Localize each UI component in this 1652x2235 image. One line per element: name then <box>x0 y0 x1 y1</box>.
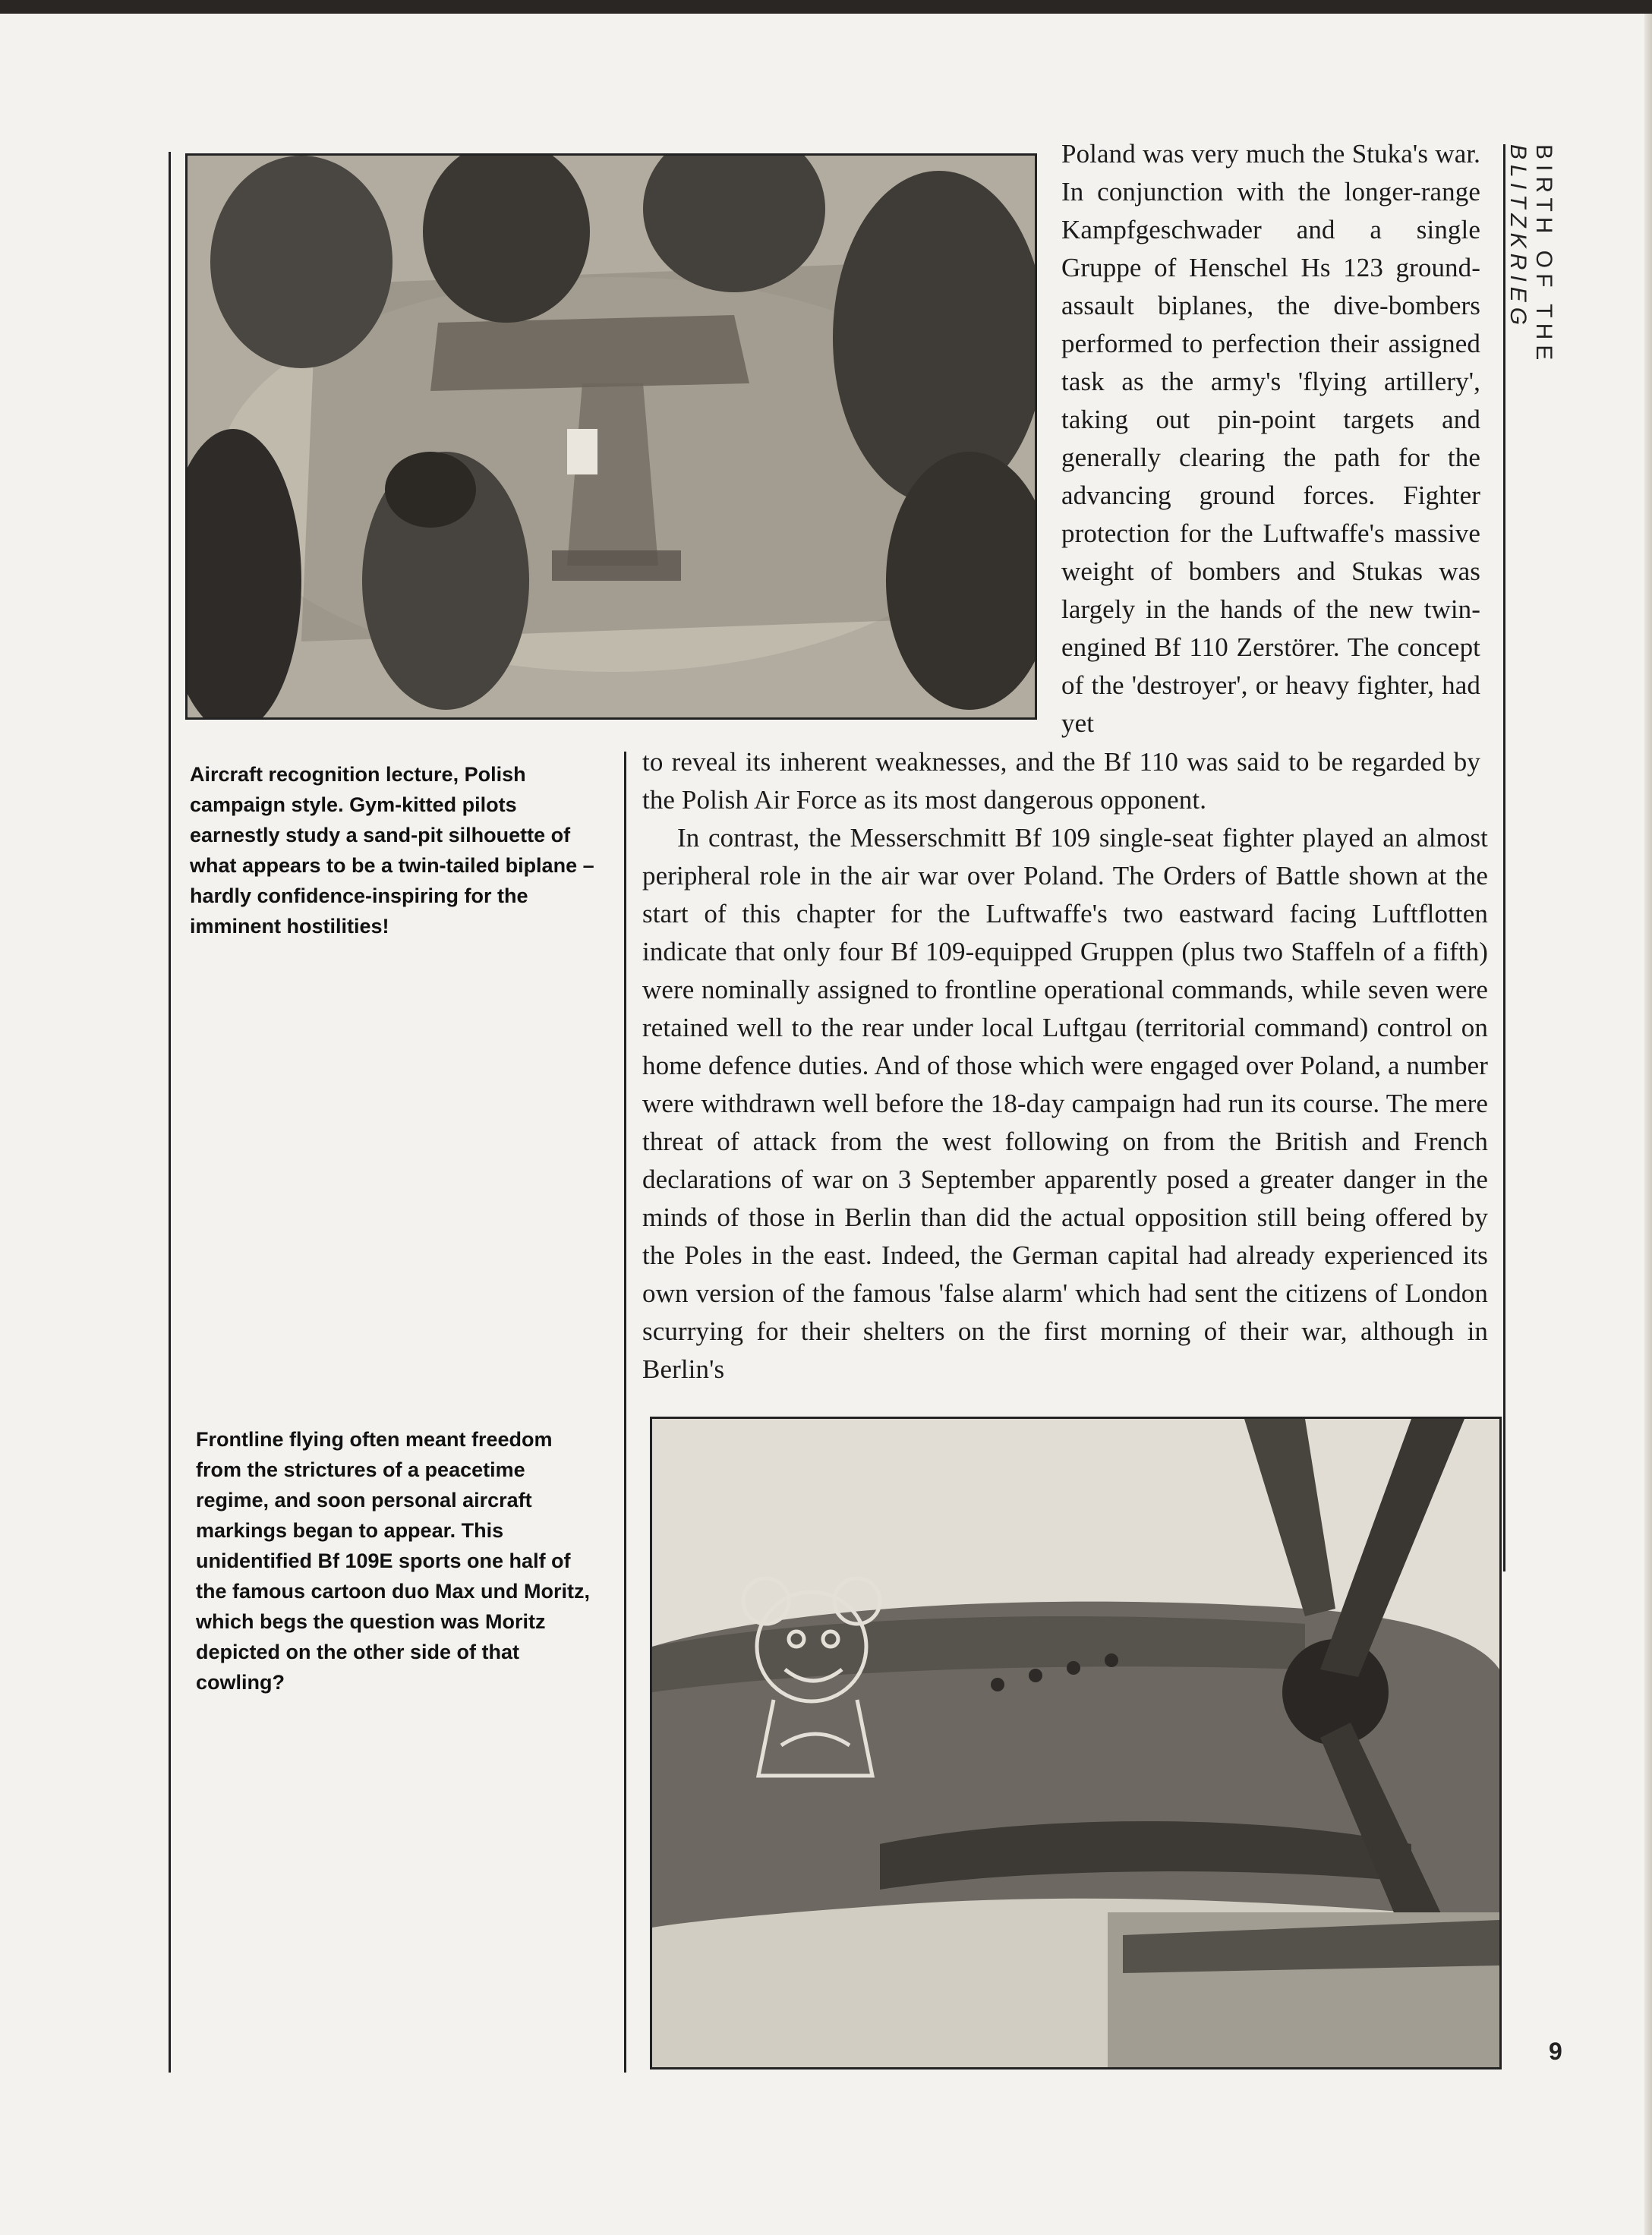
photo-sandpit-lecture <box>185 153 1037 720</box>
running-head <box>1505 144 1556 524</box>
running-head-prefix: BIRTH OF THE <box>1531 144 1556 366</box>
page-number: 9 <box>1549 2038 1562 2065</box>
running-head-rule <box>1503 144 1505 1571</box>
caption-column-rule-left <box>169 152 171 2073</box>
body-text-continuation: to reveal its inherent weaknesses, and the Bf 110 was said to be regarded by the Polish Air Force as its most dangerous opponent. <box>642 747 1480 815</box>
page-right-edge <box>1644 14 1652 2235</box>
caption-sandpit-lecture: Aircraft recognition lecture, Polish campaign style. Gym-kitted pilots earnestly study a sand-pit silhouette of what appears to be a twin-tailed biplane – hardly confidence-inspiring for the imminent hostilities! <box>190 763 594 938</box>
page-top-edge <box>0 0 1652 14</box>
caption-bf109-cartoon: Frontline flying often meant freedom from the strictures of a peacetime regime, and soon personal aircraft markings began to appear. This unidentified Bf 109E sports one half of the famous cartoon duo Max und Moritz, which begs the question was Moritz depicted on the other side of that cowling? <box>196 1428 590 1694</box>
caption-column-rule-right <box>624 752 626 2073</box>
photo-bf109-cartoon <box>650 1417 1502 2070</box>
body-text-column-top: Poland was very much the Stuka's war. In conjunction with the longer-range Kampfgeschwader and a single Gruppe of Henschel Hs 123 ground-assault biplanes, the dive-bombers performed to perfection their assigned task as the army's 'flying artillery', taking out pin-point targets and generally clearing the path for the advancing ground forces. Fighter protection for the Luftwaffe's massive weight of bombers and Stukas was largely in the hands of the new twin-engined Bf 110 Zerstörer. The concept of the 'destroyer', or heavy fighter, had yet <box>1061 139 1480 738</box>
running-head-italic: BLITZKRIEG <box>1505 144 1531 331</box>
body-text-paragraph-2: In contrast, the Messerschmitt Bf 109 single-seat fighter played an almost peripheral role in the air war over Poland. The Orders of Battle shown at the start of this chapter for the Luftwaffe's two eastward facing Luftflotten indicate that only four Bf 109-equipped Gruppen (plus two Staffeln of a fifth) were nominally assigned to frontline operational commands, while seven were retained well to the rear under local Luftgau (territorial command) control on home defence duties. And of those which were engaged over Poland, a number were withdrawn well before the 18-day campaign had run its course. The mere threat of attack from the west following on from the British and French declarations of war on 3 September apparently posed a greater danger in the minds of those in Berlin than did the actual opposition still being offered by the Poles in the east. Indeed, the German capital had already experienced its own version of the famous 'false alarm' which had sent the citizens of London scurrying for their shelters on the first morning of their war, although in Berlin's <box>642 823 1488 1384</box>
